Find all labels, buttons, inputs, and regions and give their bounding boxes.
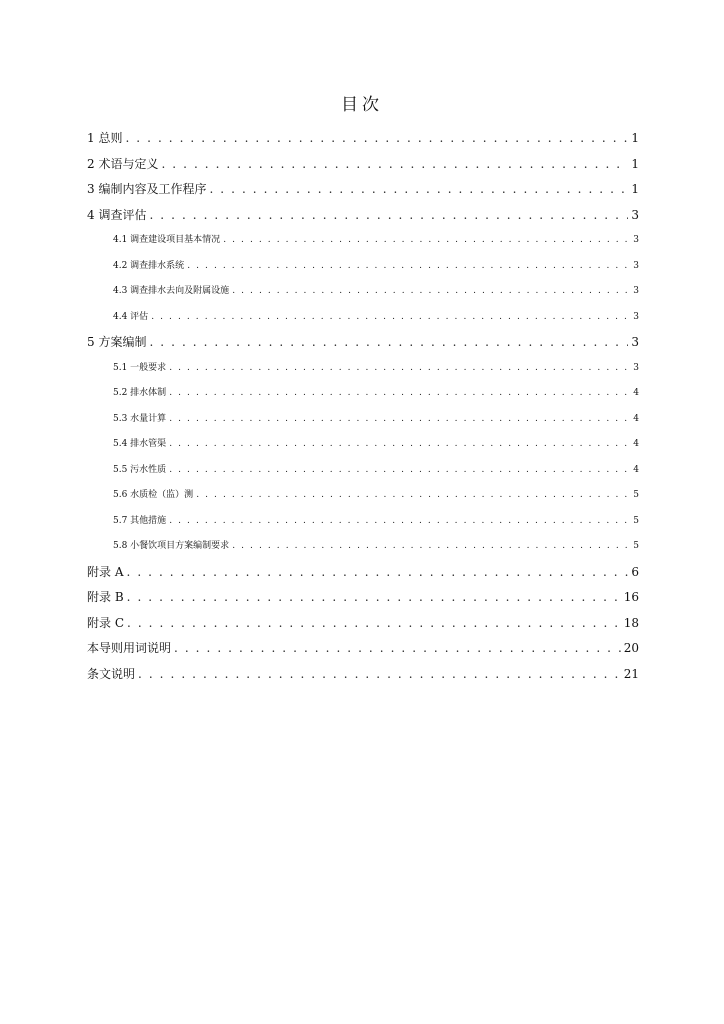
toc-entry-page: 3 [631,335,639,349]
toc-entry[interactable] [87,228,639,254]
toc-entry-page: 20 [623,641,639,655]
toc-entry[interactable] [87,458,639,484]
toc-entry-page: 3 [633,362,639,373]
toc-dot-leader [187,254,630,280]
toc-entry-page: 21 [623,666,639,681]
toc-dot-leader [169,407,630,433]
toc-entry-page: 3 [631,207,639,222]
toc-entry-page: 16 [623,590,639,604]
toc-entry[interactable] [87,611,639,637]
toc-entry-label: 附录 A [87,564,124,579]
toc-entry-label: 5.7 其他措施 [113,515,167,526]
toc-entry[interactable] [87,126,639,152]
toc-dot-leader [161,152,628,178]
toc-entry-page: 4 [633,388,639,398]
toc-entry[interactable] [87,305,639,331]
toc-entry-label: 5 方案编制 [87,335,147,349]
toc-entry-label: 5.3 水量计算 [113,413,167,424]
toc-dot-leader [174,636,621,662]
toc-entry-label: 4.3 调查排水去向及附属设施 [113,286,230,296]
toc-entry-page: 5 [633,541,639,551]
toc-entry[interactable] [87,177,639,203]
toc-dot-leader [138,662,621,688]
toc-entry-page: 4 [633,413,639,424]
toc-entry-page: 1 [631,182,639,196]
toc-entry[interactable] [87,330,639,356]
toc-dot-leader [209,177,628,203]
toc-entry[interactable] [87,585,639,611]
toc-entry[interactable] [87,279,639,305]
toc-entry-page: 18 [623,615,639,630]
toc-entry-page: 5 [633,515,639,526]
toc-entry[interactable] [87,152,639,178]
toc-entry-label: 附录 B [87,590,124,604]
toc-dot-leader [223,228,630,254]
toc-entry-page: 3 [633,311,639,322]
toc-entry-page: 3 [633,286,639,296]
toc-dot-leader [169,432,630,458]
toc-entry-label: 5.2 排水体制 [113,388,167,398]
toc-dot-leader [127,611,621,637]
toc-entry[interactable] [87,509,639,535]
toc-entry-label: 5.5 污水性质 [113,464,167,475]
toc-entry-label: 5.1 一般要求 [113,362,167,373]
toc-dot-leader [169,458,630,484]
toc-entry[interactable] [87,254,639,280]
toc-entry-label: 附录 C [87,615,124,630]
toc-entry-label: 4 调查评估 [87,207,147,222]
toc-dot-leader [169,356,630,382]
toc-dot-leader [149,330,628,356]
toc-entry-page: 3 [633,235,639,245]
toc-entry[interactable] [87,381,639,407]
toc-entry-page: 1 [631,156,639,171]
toc-entry[interactable] [87,483,639,509]
toc-entry-page: 4 [633,439,639,449]
toc-dot-leader [196,483,630,509]
toc-entry[interactable] [87,356,639,382]
toc-entry-page: 5 [633,490,639,500]
toc-entry-label: 5.8 小餐饮项目方案编制要求 [113,541,230,551]
toc-dot-leader [232,534,630,560]
toc-entry-label: 5.6 水质检（监）测 [113,490,194,500]
toc-dot-leader [169,381,630,407]
toc-entry[interactable] [87,534,639,560]
toc-entry-label: 5.4 排水管渠 [113,439,167,449]
toc-entry-page: 6 [631,564,639,579]
toc-title: 目次 [341,95,383,115]
toc-entry-page: 3 [633,260,639,271]
toc-entry-page: 1 [631,131,639,145]
toc-entry-label: 1 总则 [87,131,123,145]
toc-entry[interactable] [87,203,639,229]
toc-entry[interactable] [87,560,639,586]
toc-dot-leader [125,126,628,152]
toc-dot-leader [127,585,621,611]
toc-entry-page: 4 [633,464,639,475]
toc-entry-label: 3 编制内容及工作程序 [87,182,207,196]
toc-dot-leader [151,305,630,331]
toc-entry-label: 4.4 评估 [113,311,149,322]
toc-entry[interactable] [87,407,639,433]
toc-entry[interactable] [87,662,639,688]
toc-entry-label: 本导则用词说明 [87,641,172,655]
toc-entry-label: 4.1 调查建设项目基本情况 [113,235,221,245]
toc-entry-label: 条文说明 [87,666,136,681]
toc-dot-leader [126,560,628,586]
toc-entry[interactable] [87,432,639,458]
toc-entry[interactable] [87,636,639,662]
toc-dot-leader [149,203,628,229]
toc-dot-leader [169,509,630,535]
toc-entry-label: 2 术语与定义 [87,156,159,171]
toc-list [87,126,639,687]
toc-dot-leader [232,279,630,305]
toc-entry-label: 4.2 调查排水系统 [113,260,185,271]
